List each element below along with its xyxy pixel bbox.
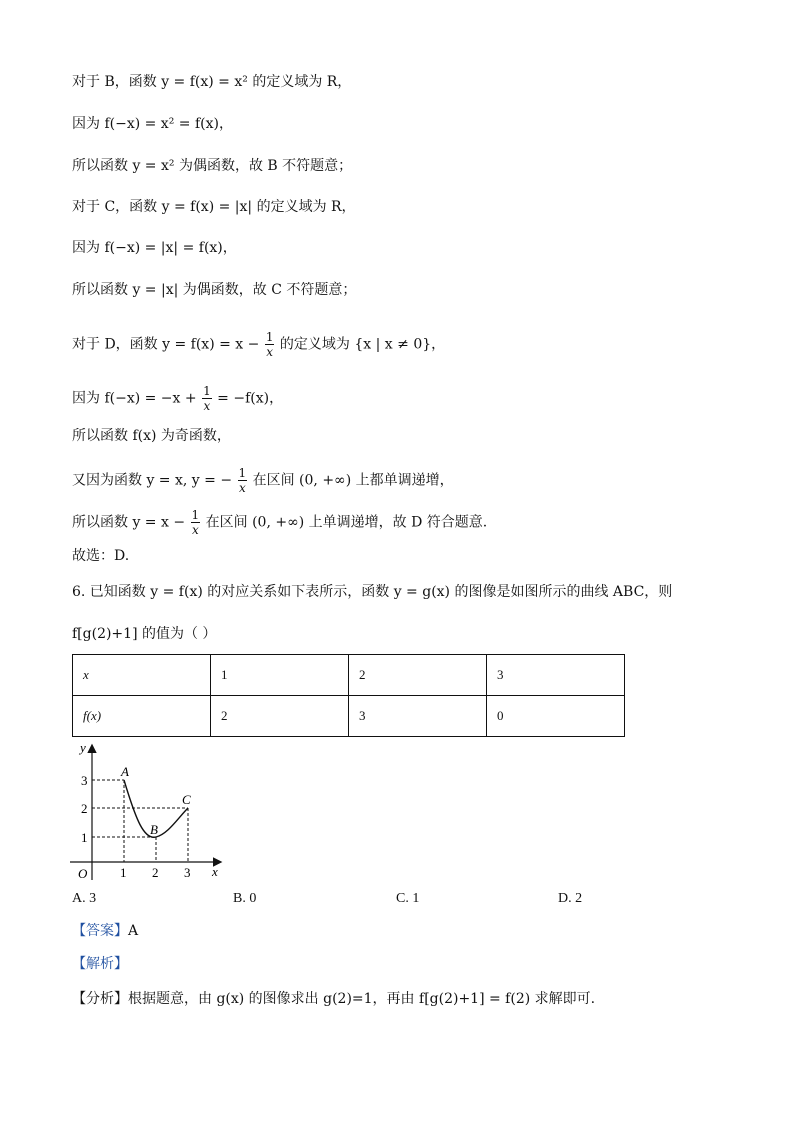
d5-pre-text: 所以函数 y = x −	[72, 514, 186, 531]
choice-c: C. 1	[396, 891, 420, 906]
x-tick-label: 1	[120, 865, 127, 880]
fraction-numerator: 1	[191, 508, 200, 522]
solution-line-d2	[72, 384, 283, 413]
d4-pre-text: 又因为函数 y = x, y = −	[72, 472, 233, 489]
solution-line-c2: 因为 f(−x) = |x| = f(x)，	[72, 240, 237, 256]
x-tick-label: 3	[184, 865, 191, 880]
point-label-b: B	[150, 822, 158, 837]
table-cell: 3	[487, 655, 625, 696]
function-graph	[60, 740, 235, 885]
d5-post-text: 在区间 (0, +∞) 上单调递增，故 D 符合题意.	[205, 514, 488, 531]
choice-a: A. 3	[72, 891, 97, 906]
table-cell: 0	[487, 696, 625, 737]
table-cell: 2	[349, 655, 487, 696]
analysis-heading	[72, 954, 128, 974]
table-cell: x	[73, 655, 211, 696]
solution-line-c1: 对于 C，函数 y = f(x) = |x| 的定义域为 R，	[72, 199, 356, 215]
answer-value: A	[128, 923, 139, 939]
answer-tag: 【答案】	[72, 923, 128, 939]
fraction-one-over-x	[265, 330, 275, 359]
table-cell: f(x)	[73, 696, 211, 737]
question6-stem-line2: f[g(2)+1] 的值为（ ）	[72, 626, 217, 642]
solution-line-b1: 对于 B，函数 y = f(x) = x² 的定义域为 R，	[72, 74, 352, 90]
analysis-label: 【分析】	[72, 991, 128, 1007]
origin-label: O	[78, 866, 88, 881]
y-tick-label: 2	[81, 801, 88, 816]
solution-line-d3: 所以函数 f(x) 为奇函数，	[72, 428, 231, 444]
solution-line-c3: 所以函数 y = |x| 为偶函数，故 C 不符题意；	[72, 282, 357, 298]
question6-stem-line1: 6. 已知函数 y = f(x) 的对应关系如下表所示，函数 y = g(x) 的图像是如图所示的曲线 ABC，则	[72, 584, 673, 600]
table-row	[73, 696, 625, 737]
fraction-numerator: 1	[238, 466, 247, 480]
d1-post-text: 的定义域为 {x | x ≠ 0}，	[279, 336, 446, 353]
analysis-text: 根据题意，由 g(x) 的图像求出 g(2)=1，再由 f[g(2)+1] = f(2) 求解即可.	[128, 991, 596, 1007]
fraction-denominator: x	[238, 481, 246, 495]
fraction-denominator: x	[266, 345, 274, 359]
table-cell: 3	[349, 696, 487, 737]
table-row	[73, 655, 625, 696]
choose-line: 故选：D.	[72, 548, 130, 564]
fraction-one-over-x	[202, 384, 212, 413]
solution-line-d4	[72, 466, 454, 495]
d2-post-text: = −f(x)，	[217, 390, 284, 407]
fraction-numerator: 1	[265, 330, 274, 344]
fraction-one-over-x	[191, 508, 201, 537]
point-label-c: C	[182, 792, 191, 807]
analysis-tag: 【解析】	[72, 956, 128, 972]
fraction-one-over-x	[238, 466, 248, 495]
y-axis-label: y	[80, 740, 86, 755]
point-label-a: A	[121, 764, 129, 779]
choice-d: D. 2	[558, 891, 583, 906]
d1-pre-text: 对于 D，函数 y = f(x) = x −	[72, 336, 260, 353]
x-axis-label: x	[212, 864, 218, 879]
choice-b: B. 0	[233, 891, 257, 906]
solution-line-d5	[72, 508, 487, 537]
table-cell: 2	[211, 696, 349, 737]
function-value-table	[72, 654, 625, 737]
fraction-numerator: 1	[203, 384, 211, 398]
fraction-denominator: x	[203, 399, 211, 413]
solution-line-b3: 所以函数 y = x² 为偶函数，故 B 不符题意；	[72, 158, 353, 174]
solution-line-b2: 因为 f(−x) = x² = f(x)，	[72, 116, 233, 132]
fraction-denominator: x	[191, 523, 199, 537]
answer-line	[72, 921, 138, 941]
d2-pre-text: 因为 f(−x) = −x +	[72, 390, 197, 407]
x-tick-label: 2	[152, 865, 159, 880]
solution-line-d1	[72, 330, 445, 359]
analysis-line	[72, 989, 595, 1009]
d4-post-text: 在区间 (0, +∞) 上都单调递增，	[252, 472, 454, 489]
y-tick-label: 3	[81, 773, 88, 788]
table-cell: 1	[211, 655, 349, 696]
y-tick-label: 1	[81, 830, 88, 845]
